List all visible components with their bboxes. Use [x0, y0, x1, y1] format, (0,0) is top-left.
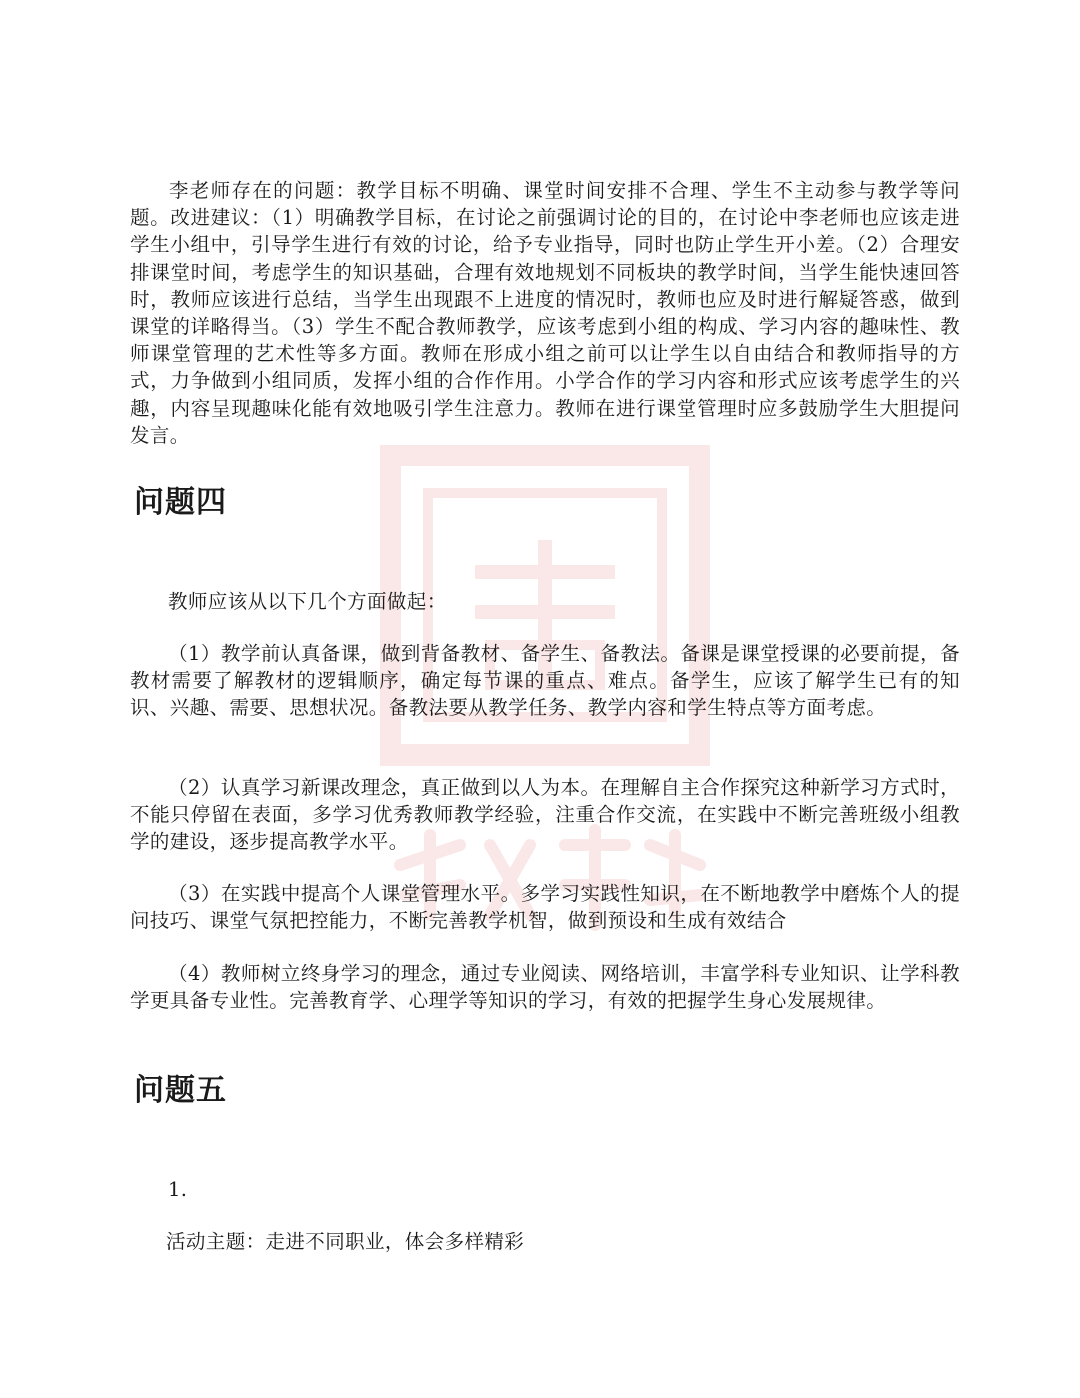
- question-four-item-4: [130, 960, 960, 1014]
- question-four-item-2-text: （2）认真学习新课改理念，真正做到以人为本。在理解自主合作探究这种新学习方式时，不能只停留在表面，多学习优秀教师教学经验，注重合作交流，在实践中不断完善班级小组教学的建设，逐步提高教学水平。: [130, 776, 960, 854]
- heading-question-four: 问题四: [134, 485, 227, 520]
- question-four-item-3: [130, 880, 960, 934]
- question-five-number: 1.: [168, 1178, 188, 1201]
- heading-question-five: 问题五: [134, 1073, 227, 1108]
- question-four-item-3-text: （3）在实践中提高个人课堂管理水平。多学习实践性知识，在不断地教学中磨炼个人的提问技巧、课堂气氛把控能力，不断完善教学机智，做到预设和生成有效结合: [130, 882, 960, 933]
- question-four-item-1-text: （1）教学前认真备课，做到背备教材、备学生、备教法。备课是课堂授课的必要前提，备教材需要了解教材的逻辑顺序，确定每节课的重点、难点。备学生，应该了解学生已有的知识、兴趣、需要、思想状况。备教法要从教学任务、教学内容和学生特点等方面考虑。: [130, 642, 960, 720]
- question-four-item-4-text: （4）教师树立终身学习的理念，通过专业阅读、网络培训，丰富学科专业知识、让学科教学更具备专业性。完善教育学、心理学等知识的学习，有效的把握学生身心发展规律。: [130, 962, 960, 1013]
- question-four-item-1: [130, 640, 960, 722]
- question-four-lead: 教师应该从以下几个方面做起：: [168, 590, 447, 613]
- question-four-item-2: [130, 774, 960, 856]
- intro-paragraph: [130, 177, 960, 449]
- intro-paragraph-text: 李老师存在的问题：教学目标不明确、课堂时间安排不合理、学生不主动参与教学等问题。改进建议：（1）明确教学目标，在讨论之前强调讨论的目的，在讨论中李老师也应该走进学生小组中，引导学生进行有效的讨论，给予专业指导，同时也防止学生开小差。（2）合理安排课堂时间，考虑学生的知识基础，合理有效地规划不同板块的教学时间，当学生能快速回答时，教师应该进行总结，当学生出现跟不上进度的情况时，教师也应及时进行解疑答惑，做到课堂的详略得当。（3）学生不配合教师教学，应该考虑到小组的构成、学习内容的趣味性、教师课堂管理的艺术性等多方面。教师在形成小组之前可以让学生以自由结合和教师指导的方式，力争做到小组同质，发挥小组的合作作用。小学合作的学习内容和形式应该考虑学生的兴趣，内容呈现趣味化能有效地吸引学生注意力。教师在进行课堂管理时应多鼓励学生大胆提问发言。: [130, 179, 960, 447]
- question-five-theme: 活动主题：走进不同职业，体会多样精彩: [166, 1230, 525, 1253]
